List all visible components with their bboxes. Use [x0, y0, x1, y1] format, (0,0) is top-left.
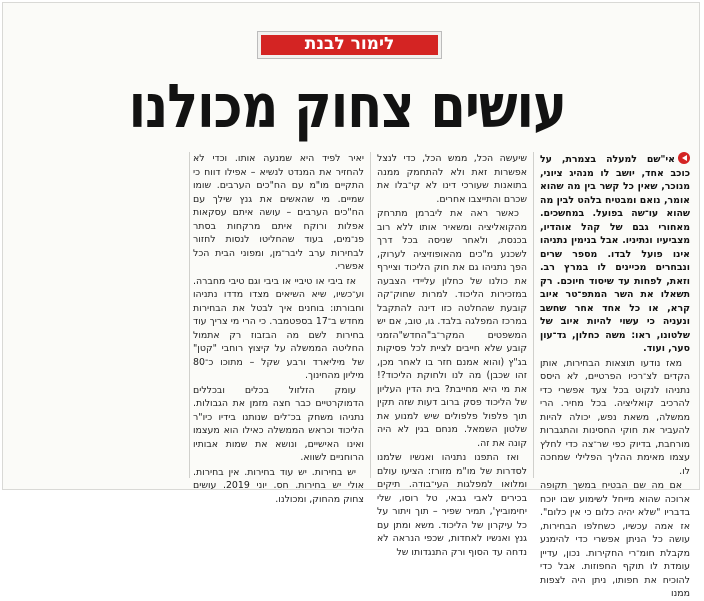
column-divider	[189, 152, 190, 478]
paragraph: מאז נודעו תוצאות הבחירות, אותן הקדים לצ־רכיו הפרטיים, לא היסס נתניהו לנקוט בכל צעד אפשרי כדי להרכיב קואליציה. בכל מחיר. הרי ממשלה, משאת נפש, יכולה להיות להעביר את חוקי החסינות והתגברות מורחבת, בדיוק כפי שר־צה כדי לחלץ עצמו מאימת ההליך הפלילי שמחכה לו.	[540, 357, 690, 477]
column-divider	[533, 152, 534, 478]
paragraph: יאיר לפיד היא שמנעה אותו. וכדי לא להחזיר את המנדט לנשיא – אפילו דווח כי התקיים מו"מ עם הח"כים הערבים. שומו שמיים. מי שהאשים את גנץ שילך עם הח"כים הערבים – עושה איתם עסקאות אפלות ורוקח איתם מרקחות בסתר פנ־מים, בעוד שהחליטו לנסות לחזור לבחירות ערב ליבר־מן, ומפוני הבית הכל אפשרי.	[193, 153, 364, 272]
column-divider	[370, 152, 371, 478]
article-column-3	[193, 152, 364, 505]
paragraph: שיעשה הכל, ממש הכל, כדי לנצל אפשרות זאת ולא להתחמק ממנה בתואנות שעורכי דינו לא קי־בלו את שכרם והתייצבו אחרים.	[377, 153, 527, 205]
arrow-bullet-icon	[678, 152, 690, 164]
paragraph: עומק הזלזול בכלים ובכללים הדמוקרטיים כבר חצה מזמן את הגבולות. נתניהו משחק בכ־לים שנותנו בידיו כיו"ר הליכוד וכראש הממשלה כאילו הוא מעצמו ואינו האישיים, ונושא את שמות אבותיו הרוחניים לשווא.	[193, 384, 364, 463]
paragraph: יש בחירות. יש עוד בחירות. אין בחירות. אולי יש בחירות. חס. יוני 2019. עושים צחוק מהחוק, ומכולנו.	[193, 466, 364, 505]
paragraph: ואז התפנו נתניהו ואנשיו שלמנו לסדרות של מו"מ מזורז: הציעו עולם ומלואו למפלגות העי־בודה. תיקים בכירים לאבי גבאי, טל רוסו, שלי יחימוביץ', תמיר שפיר – תוך ויתור על כל עיקרון של הליכוד. משא ומתן עם גנץ ואנשיו לאחדות, שכפי הנראה לא נדחה עד הסוף ורק התנגדותו של	[377, 452, 527, 558]
lead-paragraph	[540, 152, 690, 356]
headline: עושים צחוק מכולנו	[128, 72, 566, 143]
lead-text: אי"שם למעלה בצמרת, על כוכב אחד, יושב לו מנהיג ציוני, מנוכר, שאין כל קשר בין מה שהוא אומר, נואם ומבטיח בלהט לבין מה שהוא עו־שה בפועל. במחשכים. מאחורי גבם של קהל אוהדיו, מצביעיו ונתיניו. אבל בנימין נתניהו אינו פועל לבדו. מספר שרים ונבחרים מכיינים לו במרץ רב. וזאת, לפחות עד שיסוד חיוכם. רק תשאלו את השר המתפ־טר איוב קרא, או כל אחד אחר שחשב ונעניה כי עשוי להיות איוב של שלטונו, ראו: משה כחלון, גד־עון סער, ועוד.	[540, 154, 690, 354]
article-column-2	[377, 152, 527, 558]
paragraph: כאשר ראה את ליברמן מתרחק מהקואליציה ומשאיר אותו ללא רוב בכנסת, ולאחר שניסה בכל דרך לשכנע מ"כים מהאופוזיציה לערוק, הפך נתניהו גם את חוק הליכוד וציירף את כולנו של כחלון עליידי הצבעה במזכירות הליכוד. למרות שחוק־קה קובעת שהחלטה כזו דינה להתקבל במרכז המפלגה בלבד. גו, טוב, אם יש המשפטים המקר־ב"החדש"הזמני קובע שלא חייבים לציית לכל פסיקות בג"ץ (והוא אמנם חזר בו לאחר מכן, זהו שכבן) מה לנו ולחוקת הליכוד?! את מי היא מחייבת? בית הדין העליון של הליכוד פסק ברוב דעות שזה תקין תוך פלפול פלפולים שיש למנוע את שלטון השמאל. מנחם בגין לא היה קונה את זה.	[377, 208, 527, 449]
paragraph: אז ביבי או טיביי או ביבי וגם טיבי מחברה. וע־כשיו, שיא השיאים מצדו מדדו נתניהו וחבורתו: בוחנים איך לבטל את הבחירות מחדש ב־17 בספטמבר. כי הרי מי צריך עוד בחירות לשם מה הבזבוז רק אתמול החליטה הממשלה על קיצוץ רוחבי "קטן" של מיליארד ורבע שקל – מתוכו כ־80 מיליון מהחינוך.	[193, 275, 364, 381]
section-tag-author: לימור לבנת	[258, 32, 441, 58]
article-column-1	[540, 152, 690, 599]
paragraph: אם מה שם הבטיח במשך תקופה ארוכה שהוא מייחל לשימוע שבו יוכח בדבריו "שלא יהיה כלום כי אין כלום". אז אמה עכשיו, כשחלפו הבחירות, עושה כל הניתן אפשרי כדי להימנע מקבלת חומ־רי החקירות. נכון, עדיין עומדת לו תוקף החפוזות. אבל כדי להוכיח את חפותו, ניתן היה לצפות ממנו	[540, 480, 690, 599]
